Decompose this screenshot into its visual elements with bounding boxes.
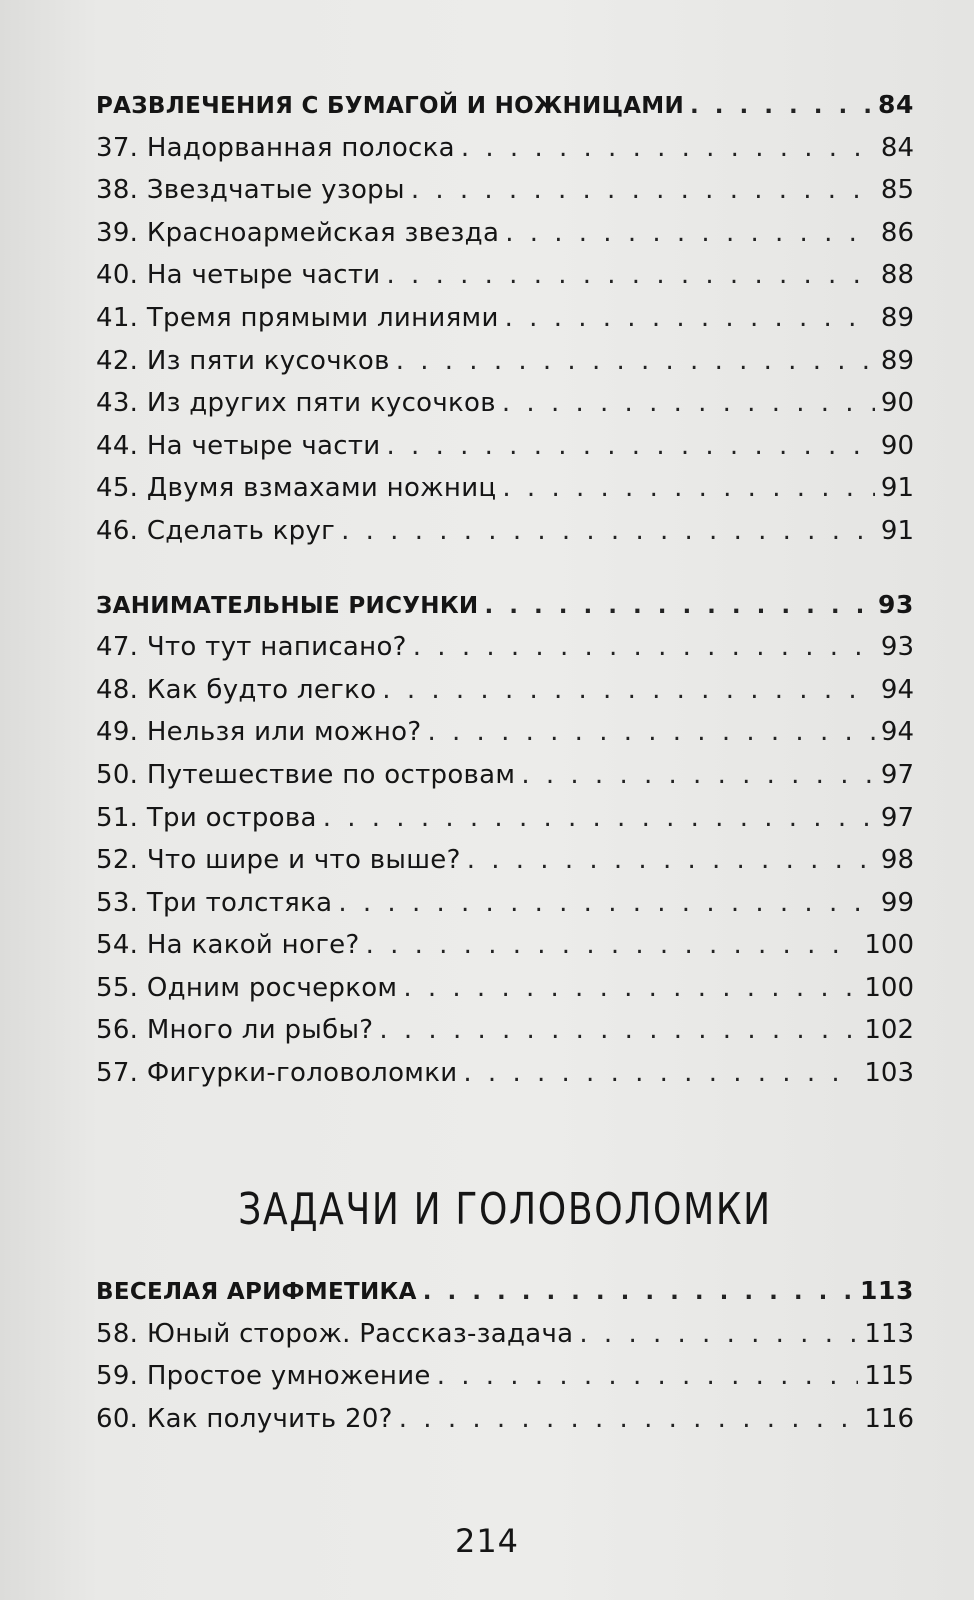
entry-title: Из пяти кусочков: [146, 345, 390, 376]
entry-page: 91: [880, 473, 914, 504]
toc-entry: [96, 626, 914, 669]
dot-leader: [521, 754, 875, 797]
toc-entry: [96, 1398, 914, 1441]
entry-number: 48.: [96, 674, 139, 705]
section-heading: [96, 84, 914, 127]
entry-page: 89: [880, 345, 914, 376]
entry-title: Как будто легко: [146, 674, 377, 705]
chapter-title: ЗАДАЧИ И ГОЛОВОЛОМКИ: [238, 1184, 772, 1235]
toc-entry: [96, 839, 914, 882]
section-heading: [96, 1270, 914, 1313]
toc-entry: [96, 754, 914, 797]
spacer: [96, 553, 914, 584]
dot-leader: [427, 711, 874, 754]
entry-title: Одним росчерком: [146, 972, 398, 1003]
entry-page: 84: [880, 132, 914, 163]
dot-leader: [341, 510, 875, 553]
section-heading: [96, 584, 914, 627]
dot-leader: [403, 967, 858, 1010]
entry-title: Юный сторож. Рассказ-задача: [146, 1318, 574, 1349]
dot-leader: [396, 340, 875, 383]
entry-number: 56.: [96, 1015, 139, 1046]
dot-leader: [502, 382, 875, 425]
entry-title: Надорванная полоска: [146, 132, 455, 163]
entry-page: 85: [880, 175, 914, 206]
section-title: РАЗВЛЕЧЕНИЯ С БУМАГОЙ И НОЖНИЦАМИ: [96, 93, 685, 119]
entry-page: 100: [864, 930, 914, 961]
entry-page: 90: [880, 388, 914, 419]
entry-number: 53.: [96, 887, 139, 918]
entry-page: 89: [880, 302, 914, 333]
dot-leader: [338, 882, 875, 925]
entry-title: Из других пяти кусочков: [146, 388, 496, 419]
entry-page: 94: [880, 717, 914, 748]
entry-number: 52.: [96, 845, 139, 876]
entry-page: 113: [864, 1318, 914, 1349]
entry-title: Много ли рыбы?: [146, 1015, 374, 1046]
entry-page: 88: [880, 260, 914, 291]
dot-leader: [463, 1052, 858, 1095]
toc-entry: [96, 711, 914, 754]
section-page: 84: [878, 90, 914, 119]
entry-number: 37.: [96, 132, 139, 163]
toc-entry: [96, 1313, 914, 1356]
dot-leader: [379, 1009, 858, 1052]
toc-entry: [96, 797, 914, 840]
entry-title: Три толстяка: [146, 887, 333, 918]
entry-title: На четыре части: [146, 430, 381, 461]
entry-number: 49.: [96, 717, 139, 748]
entry-page: 94: [880, 674, 914, 705]
entry-page: 97: [880, 802, 914, 833]
section-page: 93: [878, 589, 914, 619]
entry-number: 41.: [96, 302, 139, 333]
entry-title: На четыре части: [146, 260, 381, 291]
dot-leader: [579, 1313, 858, 1356]
dot-leader: [387, 254, 875, 297]
dot-leader: [467, 839, 875, 882]
section-page: 113: [860, 1276, 914, 1305]
entry-number: 59.: [96, 1361, 139, 1392]
toc-entry: [96, 169, 914, 212]
entry-title: Фигурки-головоломки: [146, 1058, 458, 1089]
section-title: ВЕСЕЛАЯ АРИФМЕТИКА: [96, 1279, 417, 1305]
toc-entry: [96, 510, 914, 553]
toc-entry: [96, 254, 914, 297]
toc-entry: [96, 924, 914, 967]
dot-leader: [461, 127, 875, 170]
dot-leader: [505, 297, 875, 340]
toc-entry: [96, 1355, 914, 1398]
entry-title: Красноармейская звезда: [146, 217, 500, 248]
toc-entry: [96, 127, 914, 170]
dot-leader: [382, 669, 875, 712]
entry-number: 51.: [96, 802, 139, 833]
dot-leader: [323, 797, 875, 840]
entry-title: Путешествие по островам: [146, 759, 516, 790]
entry-page: 86: [880, 217, 914, 248]
entry-page: 103: [864, 1058, 914, 1089]
dot-leader: [387, 425, 875, 468]
entry-number: 42.: [96, 345, 139, 376]
dot-leader: [413, 626, 875, 669]
dot-leader: [505, 212, 875, 255]
entry-number: 39.: [96, 217, 139, 248]
toc-entry: [96, 967, 914, 1010]
toc-entry: [96, 1052, 914, 1095]
entry-number: 40.: [96, 260, 139, 291]
entry-page: 90: [880, 430, 914, 461]
dot-leader: [690, 85, 872, 128]
entry-page: 93: [880, 632, 914, 663]
entry-title: Три острова: [146, 802, 317, 833]
entry-title: Звездчатые узоры: [146, 175, 405, 206]
table-of-contents: [96, 84, 914, 1095]
entry-number: 47.: [96, 632, 139, 663]
dot-leader: [423, 1271, 854, 1314]
entry-title: Нельзя или можно?: [146, 717, 422, 748]
toc-entry: [96, 669, 914, 712]
dot-leader: [411, 169, 875, 212]
section-title: ЗАНИМАТЕЛЬНЫЕ РИСУНКИ: [96, 592, 479, 619]
entry-title: На какой ноге?: [146, 930, 360, 961]
entry-page: 100: [864, 972, 914, 1003]
toc-entry: [96, 340, 914, 383]
toc-entry: [96, 297, 914, 340]
entry-title: Тремя прямыми линиями: [146, 302, 499, 333]
entry-number: 57.: [96, 1058, 139, 1089]
entry-title: Что тут написано?: [146, 632, 407, 663]
entry-page: 97: [880, 759, 914, 790]
entry-title: Как получить 20?: [146, 1403, 393, 1434]
dot-leader: [484, 585, 872, 628]
entry-number: 43.: [96, 388, 139, 419]
entry-number: 54.: [96, 930, 139, 961]
entry-number: 55.: [96, 972, 139, 1003]
entry-title: Сделать круг: [146, 515, 336, 546]
entry-number: 58.: [96, 1318, 139, 1349]
dot-leader: [437, 1355, 859, 1398]
entry-number: 60.: [96, 1403, 139, 1434]
toc-entry: [96, 212, 914, 255]
entry-page: 116: [864, 1403, 914, 1434]
entry-number: 38.: [96, 175, 139, 206]
entry-page: 99: [880, 887, 914, 918]
dot-leader: [502, 467, 875, 510]
toc-entry: [96, 1009, 914, 1052]
entry-number: 50.: [96, 759, 139, 790]
entry-title: Простое умножение: [146, 1361, 431, 1392]
entry-title: Что шире и что выше?: [146, 845, 461, 876]
entry-number: 45.: [96, 473, 139, 504]
entry-page: 102: [864, 1015, 914, 1046]
dot-leader: [399, 1398, 859, 1441]
entry-title: Двумя взмахами ножниц: [146, 473, 497, 504]
table-of-contents-continued: [96, 1270, 914, 1440]
toc-entry: [96, 467, 914, 510]
toc-entry: [96, 882, 914, 925]
entry-number: 46.: [96, 515, 139, 546]
toc-entry: [96, 382, 914, 425]
dot-leader: [366, 924, 859, 967]
page-number: 214: [454, 1522, 520, 1560]
entry-page: 115: [864, 1361, 914, 1392]
entry-number: 44.: [96, 430, 139, 461]
entry-page: 98: [880, 845, 914, 876]
entry-page: 91: [880, 515, 914, 546]
toc-entry: [96, 425, 914, 468]
